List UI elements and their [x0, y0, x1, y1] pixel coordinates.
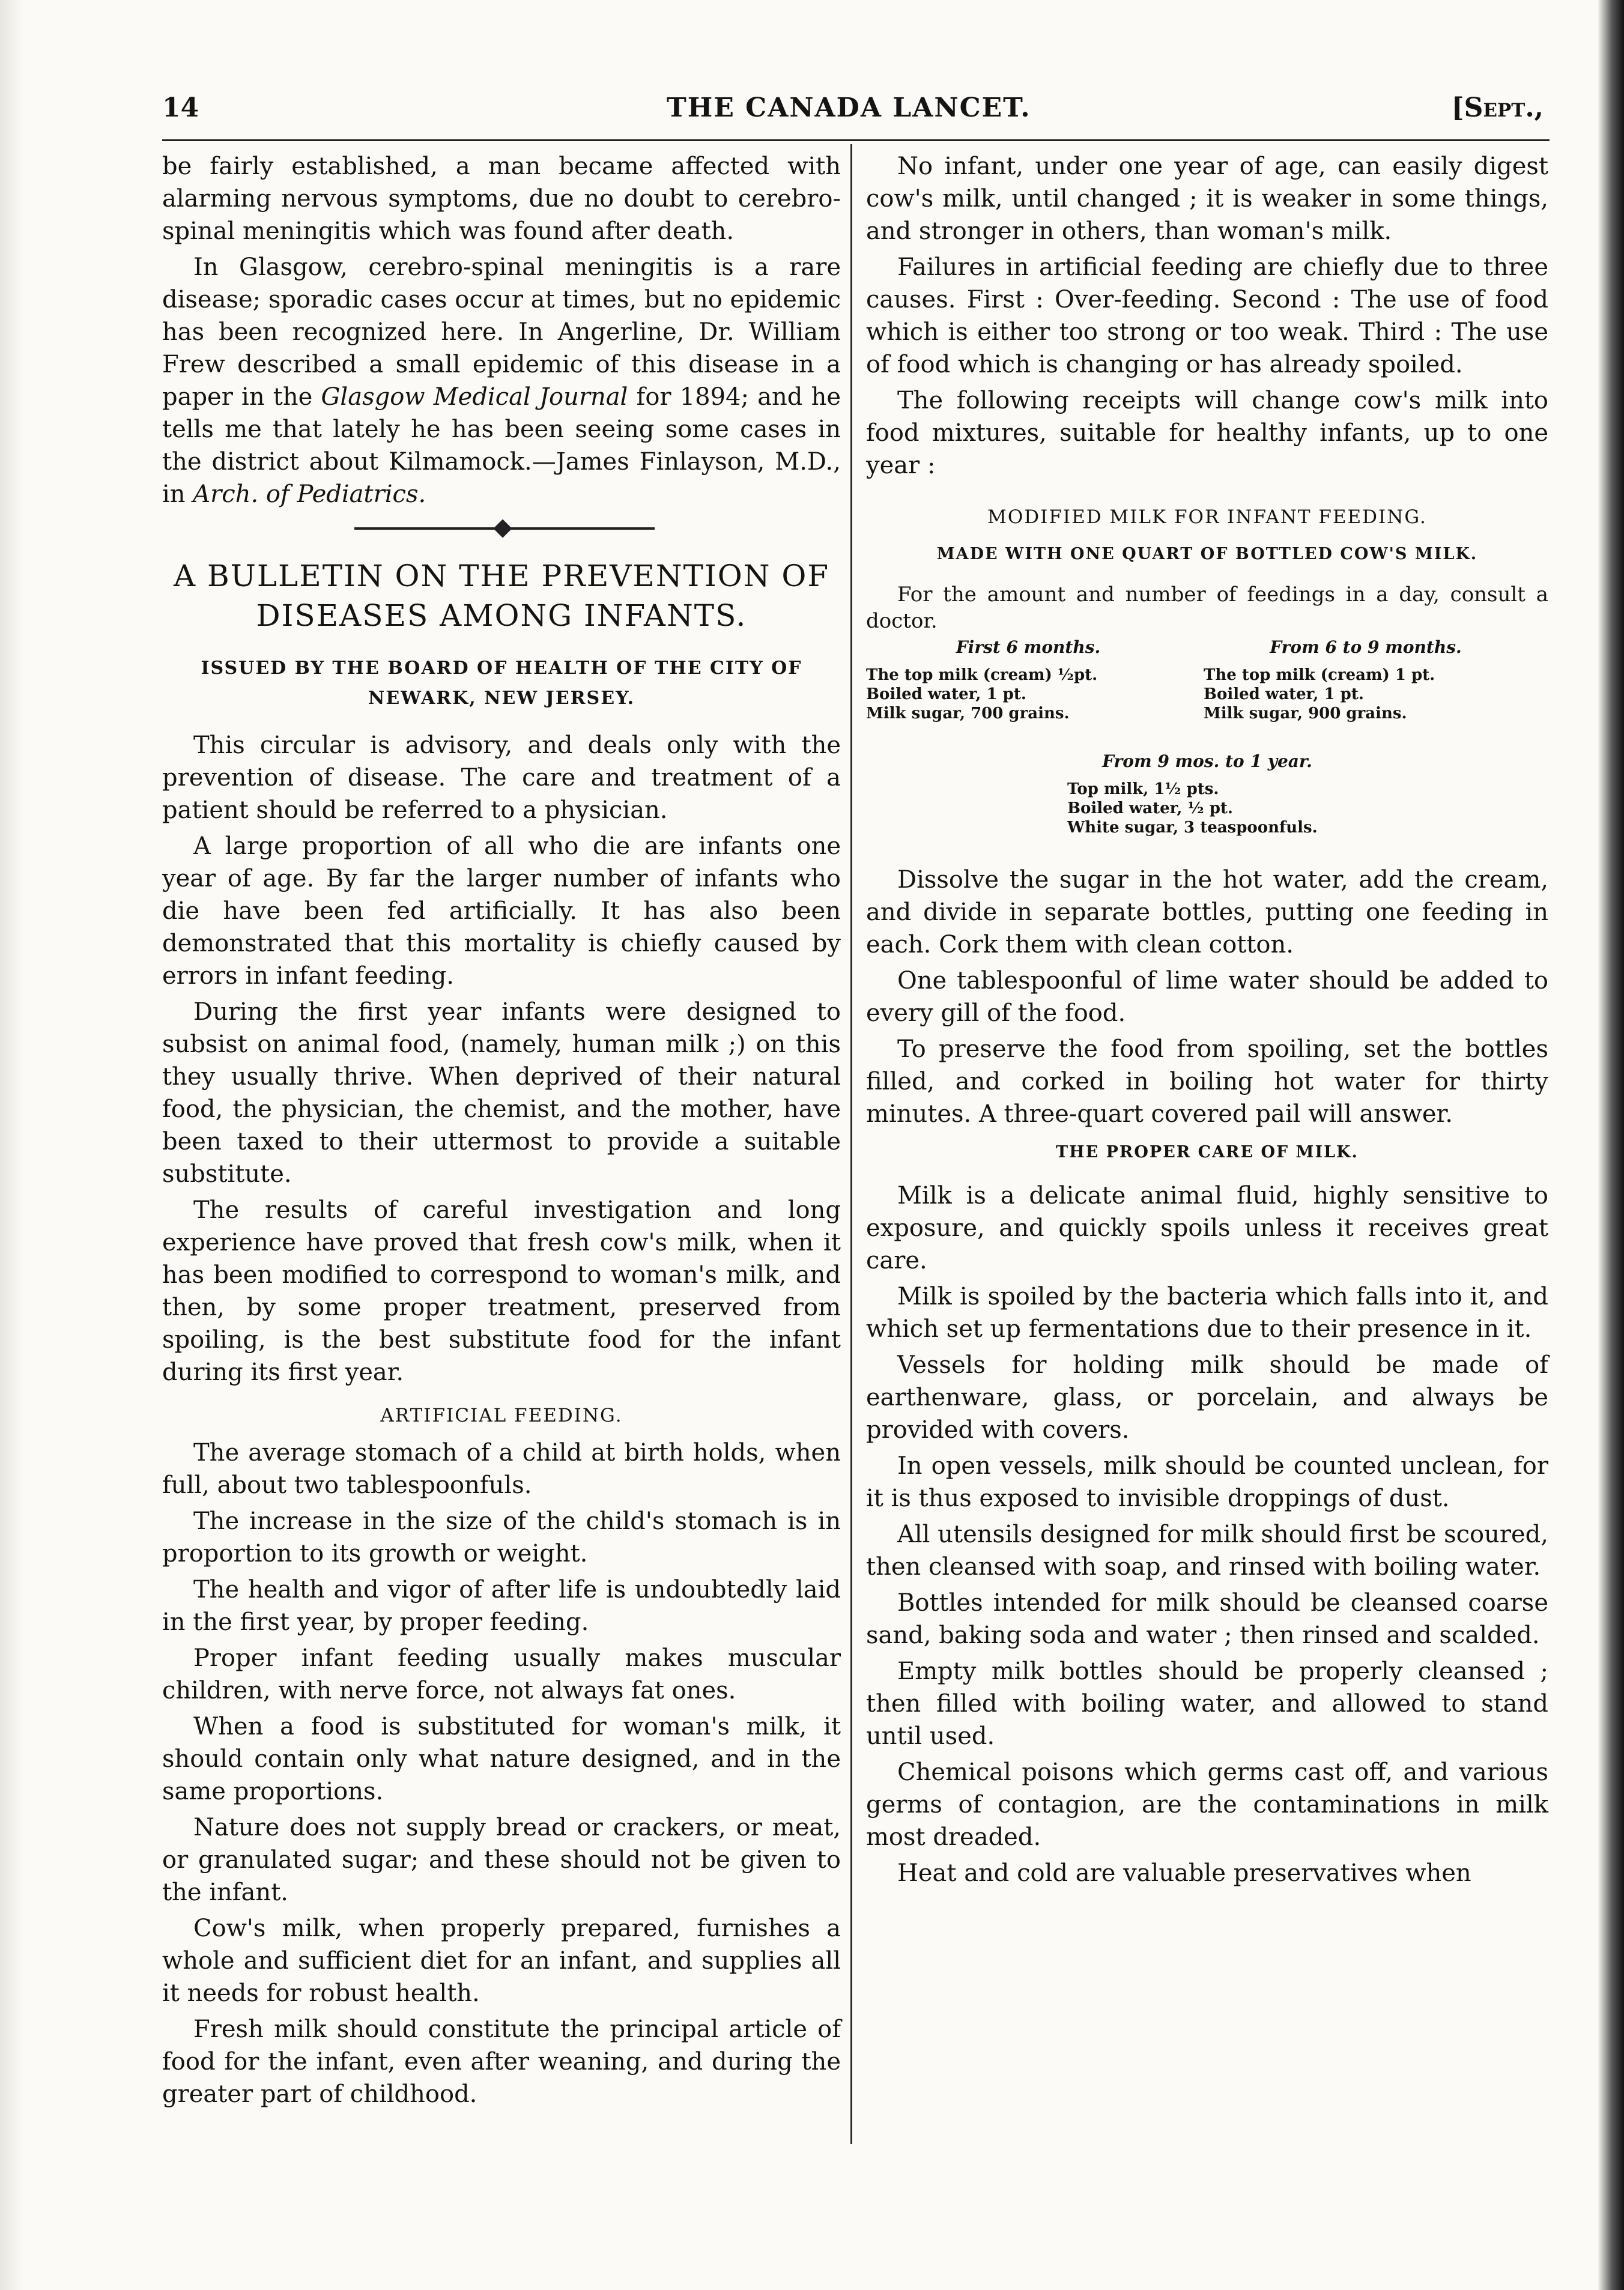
book-spine-edge — [1598, 0, 1624, 2290]
body-paragraph: No infant, under one year of age, can easily digest cow's milk, until changed ; it is weaker in some things, and stronger in others, than woman's milk. — [866, 153, 1548, 245]
care-paragraph: Empty milk bottles should be properly cleansed ; then filled with boiling water, and allowed to stand until used. — [866, 1658, 1548, 1750]
recipe-first-6-months — [866, 638, 1190, 723]
recipe-table — [866, 638, 1548, 752]
care-paragraph: Bottles intended for milk should be cleansed coarse sand, baking soda and water ; then rinsed and scalded. — [866, 1589, 1548, 1649]
body-paragraph: The results of careful investigation and long experience have proved that fresh cow's milk, when it has been modified to correspond to woman's milk, and then, by some proper treatment, preserved from spoiling, is the best substitute food for the infant during its first year. — [162, 1196, 841, 1386]
recipe-heading: First 6 months. — [956, 637, 1101, 657]
journal-title: THE CANADA LANCET. — [667, 92, 1031, 123]
journal-name: Glasgow Medical Journal — [321, 383, 628, 411]
care-paragraph: Milk is spoiled by the bacteria which falls into it, and which set up fermentations due to their presence in it. — [866, 1283, 1548, 1343]
spacer — [866, 842, 1548, 864]
preparation-paragraph: Dissolve the sugar in the hot water, add the cream, and divide in separate bottles, putting one feeding in each. Cork them with clean cotton. — [866, 866, 1548, 959]
feeding-paragraph: The average stomach of a child at birth holds, when full, about two tablespoonfuls. — [162, 1439, 841, 1499]
recipe-line: Boiled water, 1 pt. — [866, 685, 1026, 703]
body-paragraph: This circular is advisory, and deals only with the prevention of disease. The care and treatment of a patient should be referred to a physician. — [162, 732, 841, 824]
recipe-line: The top milk (cream) 1 pt. — [1204, 666, 1435, 684]
recipe-line: The top milk (cream) ½pt. — [866, 666, 1098, 684]
page-left-margin-shadow — [0, 0, 24, 2290]
running-header — [162, 89, 1544, 137]
recipe-intro: For the amount and number of feedings in a day, consult a doctor. — [866, 583, 1548, 633]
care-paragraph: Heat and cold are valuable preservatives when — [897, 1859, 1471, 1887]
column-divider — [850, 144, 852, 2144]
continued-paragraph: be fairly established, a man became affected with alarming nervous symptoms, due no doubt to cerebro-spinal meningitis which was found after death. — [162, 153, 841, 245]
body-paragraph: Failures in artificial feeding are chiefly due to three causes. First : Over-feeding. Second : The use of food which is either too strong or too weak. Third : The use of food which is changing or has already spoiled. — [866, 253, 1548, 378]
body-paragraph: The following receipts will change cow's milk into food mixtures, suitable for healthy infants, up to one year : — [866, 387, 1548, 479]
right-column — [866, 150, 1548, 1893]
recipe-line: Top milk, 1½ pts. — [1067, 780, 1219, 798]
care-paragraph: Chemical poisons which germs cast off, and various germs of contagion, are the contaminations in milk most dreaded. — [866, 1758, 1548, 1851]
section-heading-modified-milk: MODIFIED MILK FOR INFANT FEEDING. — [987, 506, 1427, 528]
feeding-paragraph: Fresh milk should constitute the principal article of food for the infant, even after weaning, and during the greater part of childhood. — [162, 2016, 841, 2108]
recipe-lines — [1067, 780, 1318, 837]
section-heading-artificial-feeding: ARTIFICIAL FEEDING. — [380, 1405, 623, 1426]
recipe-heading: From 9 mos. to 1 year. — [1102, 751, 1312, 771]
preparation-paragraph: To preserve the food from spoiling, set the bottles filled, and corked in boiling hot water for thirty minutes. A three-quart covered pail will answer. — [866, 1035, 1548, 1128]
section-subheading-quart: MADE WITH ONE QUART OF BOTTLED COW'S MILK. — [936, 545, 1478, 563]
glasgow-text: In Glasgow, cerebro-spinal meningitis is a rare disease; sporadic cases occur at times, but no epidemic has been recognized here. In Angerline, Dr. William Frew described a small epidemic of this disease in a paper in the — [162, 253, 841, 411]
feeding-paragraph: Cow's milk, when properly prepared, furnishes a whole and sufficient diet for an infant, and supplies all it needs for robust health. — [162, 1915, 841, 2007]
article-title: A BULLETIN ON THE PREVENTION OF DISEASES AMONG INFANTS. — [173, 559, 830, 633]
feeding-paragraph: When a food is substituted for woman's milk, it should contain only what nature designed, and in the same proportions. — [162, 1713, 841, 1805]
section-heading-proper-care: THE PROPER CARE OF MILK. — [1056, 1143, 1359, 1162]
left-column — [162, 150, 841, 2114]
article-byline: ISSUED BY THE BOARD OF HEALTH OF THE CITY OF NEWARK, NEW JERSEY. — [201, 658, 802, 709]
recipe-heading: From 6 to 9 months. — [1270, 637, 1462, 657]
recipe-6-to-9-months — [1204, 638, 1528, 723]
recipe-line: Boiled water, 1 pt. — [1204, 685, 1364, 703]
feeding-paragraph: The increase in the size of the child's stomach is in proportion to its growth or weight. — [162, 1507, 841, 1568]
ornamental-divider — [162, 516, 841, 541]
page-number: 14 — [162, 92, 199, 123]
source-citation: Arch. of Pediatrics. — [193, 480, 426, 508]
feeding-paragraph: Nature does not supply bread or crackers, or meat, or granulated sugar; and these should not be given to the infant. — [162, 1814, 841, 1906]
feeding-paragraph: Proper infant feeding usually makes muscular children, with nerve force, not always fat ones. — [162, 1644, 841, 1704]
glasgow-text-continued: for 1894; and he tells me that lately he has been seeing some cases in the district about Kilmamock.—James Finlayson, M.D., in — [162, 383, 841, 508]
header-rule — [162, 139, 1550, 141]
glasgow-paragraph — [162, 251, 841, 510]
feeding-paragraph: The health and vigor of after life is undoubtedly laid in the first year, by proper feeding. — [162, 1576, 841, 1636]
care-paragraph: Milk is a delicate animal fluid, highly sensitive to exposure, and quickly spoils unless it receives great care. — [866, 1182, 1548, 1274]
issue-month: [Sept., — [1451, 92, 1544, 123]
recipe-line: White sugar, 3 teaspoonfuls. — [1067, 819, 1318, 837]
recipe-line: Boiled water, ½ pt. — [1067, 799, 1233, 817]
recipe-line: Milk sugar, 700 grains. — [866, 704, 1070, 722]
care-paragraph: All utensils designed for milk should first be scoured, then cleansed with soap, and rinsed with boiling water. — [866, 1521, 1548, 1581]
body-paragraph: A large proportion of all who die are infants one year of age. By far the larger number of infants who die have been fed artificially. It has also been demonstrated that this mortality is chiefly caused by errors in infant feeding. — [162, 832, 841, 990]
preparation-paragraph: One tablespoonful of lime water should be added to every gill of the food. — [866, 967, 1548, 1027]
care-paragraph: In open vessels, milk should be counted unclean, for it is thus exposed to invisible droppings of dust. — [866, 1452, 1548, 1512]
divider-ornament — [493, 519, 512, 538]
recipe-9-months-to-1-year — [866, 752, 1548, 842]
body-paragraph: During the first year infants were designed to subsist on animal food, (namely, human milk ;) on this they usually thrive. When deprived of their natural food, the physician, the chemist, and the mother, have been taxed to their uttermost to provide a suitable substitute. — [162, 998, 841, 1188]
care-paragraph: Vessels for holding milk should be made of earthenware, glass, or porcelain, and always be provided with covers. — [866, 1351, 1548, 1444]
recipe-line: Milk sugar, 900 grains. — [1204, 704, 1407, 722]
